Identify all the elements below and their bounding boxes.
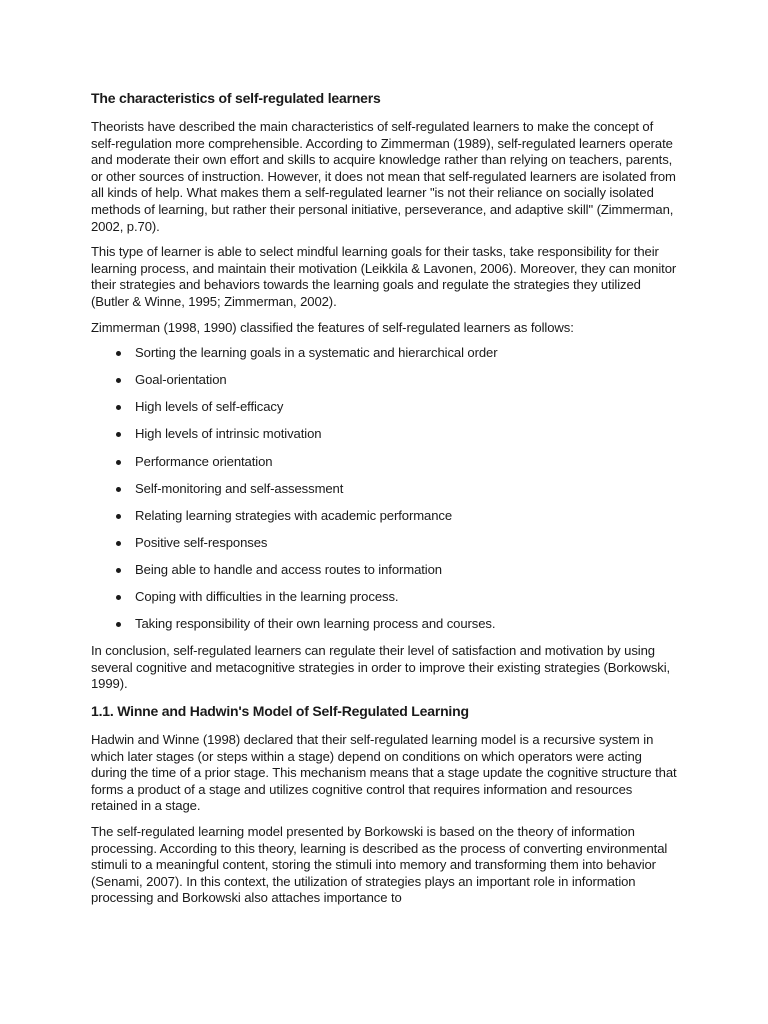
paragraph-features-intro: Zimmerman (1998, 1990) classified the features of self-regulated learners as follows: xyxy=(91,319,574,335)
list-item: Taking responsibility of their own learning process and courses. xyxy=(91,616,678,633)
paragraph-borkowski: The self-regulated learning model presented by Borkowski is based on the theory of information processing. According to this theory, learning is described as the process of converting environmental stimuli to a meaningful content, storing the stimuli into memory and transforming them into behavior (Senami, 2007). In this context, the utilization of strategies plays an important role in information processing and Borkowski also attaches importance to xyxy=(91,823,668,906)
subsection-heading: 1.1. Winne and Hadwin's Model of Self-Regulated Learning xyxy=(91,702,469,719)
paragraph-conclusion: In conclusion, self-regulated learners can regulate their level of satisfaction and motivation by using several cognitive and metacognitive strategies in order to improve their existing strategies (Borkowski, 1999). xyxy=(91,643,671,692)
bullet-icon xyxy=(116,541,121,546)
bullet-icon xyxy=(116,405,121,410)
bullet-icon xyxy=(116,595,121,600)
bullet-icon xyxy=(116,568,121,573)
list-item: Performance orientation xyxy=(91,454,678,471)
paragraph-characteristics: Theorists have described the main characteristics of self-regulated learners to make the concept of self-regulation more comprehensible. According to Zimmerman (1989), self-regulated learners operate and moderate their own effort and skills to acquire knowledge rather than relying on teachers, parents, or other sources of instruction. However, it does not mean that self-regulated learners are isolated from all kinds of help. What makes them a self-regulated learner "is not their reliance on socially isolated methods of learning, but rather their personal initiative, perseverance, and adaptive skill" (Zimmerman, 2002, p.70). xyxy=(91,119,676,234)
bullet-icon xyxy=(116,622,121,627)
list-item: Being able to handle and access routes to information xyxy=(91,562,678,579)
bullet-icon xyxy=(116,378,121,383)
list-item: Sorting the learning goals in a systematic and hierarchical order xyxy=(91,345,678,362)
bullet-icon xyxy=(116,351,121,356)
paragraph-learner-type: This type of learner is able to select mindful learning goals for their tasks, take responsibility for their learning process, and maintain their motivation (Leikkila & Lavonen, 2006). Moreover, they can monitor their strategies and behaviors towards the learning goals and regulate the strategies they utilized (Butler & Winne, 1995; Zimmerman, 2002). xyxy=(91,244,677,309)
list-item: High levels of intrinsic motivation xyxy=(91,426,678,443)
features-list xyxy=(91,345,678,633)
paragraph-hadwin-winne: Hadwin and Winne (1998) declared that their self-regulated learning model is a recursive system in which later stages (or steps within a stage) depend on conditions on which operators were acting during the time of a prior stage. This mechanism means that a stage update the cognitive structure that forms a product of a stage and utilizes cognitive control that requires information and resources retained in a stage. xyxy=(91,731,677,814)
list-item: Goal-orientation xyxy=(91,372,678,389)
bullet-icon xyxy=(116,514,121,519)
bullet-icon xyxy=(116,487,121,492)
bullet-icon xyxy=(116,460,121,465)
section-heading: The characteristics of self-regulated learners xyxy=(91,90,381,106)
bullet-icon xyxy=(116,432,121,437)
list-item: High levels of self-efficacy xyxy=(91,399,678,416)
list-item: Relating learning strategies with academic performance xyxy=(91,508,678,525)
list-item: Self-monitoring and self-assessment xyxy=(91,481,678,498)
list-item: Positive self-responses xyxy=(91,535,678,552)
list-item: Coping with difficulties in the learning process. xyxy=(91,589,678,606)
